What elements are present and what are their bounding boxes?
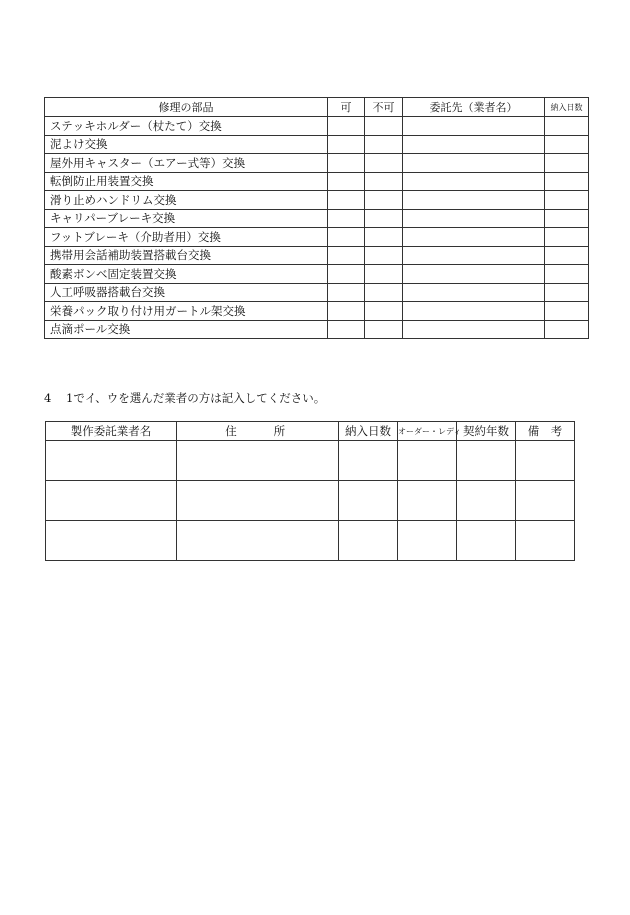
vendor-table-row bbox=[46, 481, 575, 521]
delivery-days-cell[interactable] bbox=[545, 154, 589, 173]
delivery-days-cell[interactable] bbox=[545, 117, 589, 136]
impossible-cell[interactable] bbox=[365, 265, 403, 284]
possible-cell[interactable] bbox=[328, 320, 365, 339]
possible-cell[interactable] bbox=[328, 209, 365, 228]
vendor-name-cell[interactable] bbox=[46, 521, 177, 561]
delivery-days-cell[interactable] bbox=[545, 172, 589, 191]
header-repair-part: 修理の部品 bbox=[45, 98, 328, 117]
repair-part-name: 屋外用キャスター（エアー式等）交換 bbox=[45, 154, 328, 173]
header-contract-years: 契約年数 bbox=[457, 422, 516, 441]
delivery-days-cell[interactable] bbox=[545, 265, 589, 284]
contractor-cell[interactable] bbox=[403, 246, 545, 265]
header-contractor: 委託先（業者名） bbox=[403, 98, 545, 117]
repair-table-header-row bbox=[45, 98, 589, 117]
repair-part-name: 転倒防止用装置交換 bbox=[45, 172, 328, 191]
delivery-days-cell[interactable] bbox=[545, 191, 589, 210]
possible-cell[interactable] bbox=[328, 135, 365, 154]
header-vendor-delivery-days: 納入日数 bbox=[339, 422, 398, 441]
possible-cell[interactable] bbox=[328, 154, 365, 173]
delivery-days-cell[interactable] bbox=[339, 481, 398, 521]
possible-cell[interactable] bbox=[328, 265, 365, 284]
delivery-days-cell[interactable] bbox=[545, 228, 589, 247]
contractor-cell[interactable] bbox=[403, 265, 545, 284]
delivery-days-cell[interactable] bbox=[545, 320, 589, 339]
repair-table-row bbox=[45, 320, 589, 339]
possible-cell[interactable] bbox=[328, 172, 365, 191]
possible-cell[interactable] bbox=[328, 117, 365, 136]
repair-table-row bbox=[45, 265, 589, 284]
repair-part-name: ステッキホルダー（杖たて）交換 bbox=[45, 117, 328, 136]
vendor-table-row bbox=[46, 441, 575, 481]
impossible-cell[interactable] bbox=[365, 228, 403, 247]
possible-cell[interactable] bbox=[328, 191, 365, 210]
contractor-cell[interactable] bbox=[403, 172, 545, 191]
repair-part-name: 滑り止めハンドリム交換 bbox=[45, 191, 328, 210]
vendor-table-row bbox=[46, 521, 575, 561]
impossible-cell[interactable] bbox=[365, 172, 403, 191]
header-possible: 可 bbox=[328, 98, 365, 117]
impossible-cell[interactable] bbox=[365, 246, 403, 265]
delivery-days-cell[interactable] bbox=[545, 135, 589, 154]
header-remarks: 備 考 bbox=[516, 422, 575, 441]
contractor-cell[interactable] bbox=[403, 320, 545, 339]
repair-part-name: 点滴ポール交換 bbox=[45, 320, 328, 339]
impossible-cell[interactable] bbox=[365, 135, 403, 154]
address-cell[interactable] bbox=[177, 521, 339, 561]
possible-cell[interactable] bbox=[328, 283, 365, 302]
order-ready-cell[interactable] bbox=[398, 521, 457, 561]
repair-part-name: フットブレーキ（介助者用）交換 bbox=[45, 228, 328, 247]
repair-part-name: 酸素ボンベ固定装置交換 bbox=[45, 265, 328, 284]
vendor-table-header-row bbox=[46, 422, 575, 441]
address-cell[interactable] bbox=[177, 481, 339, 521]
order-ready-cell[interactable] bbox=[398, 481, 457, 521]
contractor-cell[interactable] bbox=[403, 117, 545, 136]
repair-table-row bbox=[45, 135, 589, 154]
impossible-cell[interactable] bbox=[365, 117, 403, 136]
repair-part-name: 携帯用会話補助装置搭載台交換 bbox=[45, 246, 328, 265]
contract-years-cell[interactable] bbox=[457, 521, 516, 561]
contractor-cell[interactable] bbox=[403, 283, 545, 302]
repair-table-row bbox=[45, 283, 589, 302]
header-address: 住 所 bbox=[177, 422, 339, 441]
repair-part-name: キャリパーブレーキ交換 bbox=[45, 209, 328, 228]
repair-table-row bbox=[45, 117, 589, 136]
delivery-days-cell[interactable] bbox=[339, 521, 398, 561]
contractor-cell[interactable] bbox=[403, 228, 545, 247]
delivery-days-cell[interactable] bbox=[339, 441, 398, 481]
vendor-table bbox=[45, 421, 575, 561]
impossible-cell[interactable] bbox=[365, 154, 403, 173]
instruction-note bbox=[44, 390, 325, 406]
repair-table-row bbox=[45, 209, 589, 228]
note-number: 4 bbox=[44, 391, 52, 405]
address-cell[interactable] bbox=[177, 441, 339, 481]
contract-years-cell[interactable] bbox=[457, 441, 516, 481]
impossible-cell[interactable] bbox=[365, 191, 403, 210]
possible-cell[interactable] bbox=[328, 228, 365, 247]
delivery-days-cell[interactable] bbox=[545, 283, 589, 302]
remarks-cell[interactable] bbox=[516, 441, 575, 481]
contractor-cell[interactable] bbox=[403, 135, 545, 154]
header-delivery-days: 納入日数 bbox=[545, 98, 589, 117]
repair-table-row bbox=[45, 302, 589, 321]
contractor-cell[interactable] bbox=[403, 209, 545, 228]
repair-table-row bbox=[45, 246, 589, 265]
note-text: 1でイ、ウを選んだ業者の方は記入してください。 bbox=[66, 391, 326, 405]
header-vendor-name: 製作委託業者名 bbox=[46, 422, 177, 441]
delivery-days-cell[interactable] bbox=[545, 209, 589, 228]
repair-table-row bbox=[45, 191, 589, 210]
impossible-cell[interactable] bbox=[365, 209, 403, 228]
contractor-cell[interactable] bbox=[403, 191, 545, 210]
header-impossible: 不可 bbox=[365, 98, 403, 117]
impossible-cell[interactable] bbox=[365, 320, 403, 339]
repair-part-name: 泥よけ交換 bbox=[45, 135, 328, 154]
repair-table-row bbox=[45, 154, 589, 173]
possible-cell[interactable] bbox=[328, 246, 365, 265]
possible-cell[interactable] bbox=[328, 302, 365, 321]
contract-years-cell[interactable] bbox=[457, 481, 516, 521]
delivery-days-cell[interactable] bbox=[545, 302, 589, 321]
remarks-cell[interactable] bbox=[516, 481, 575, 521]
impossible-cell[interactable] bbox=[365, 302, 403, 321]
impossible-cell[interactable] bbox=[365, 283, 403, 302]
vendor-name-cell[interactable] bbox=[46, 481, 177, 521]
repair-part-name: 栄養パック取り付け用ガートル架交換 bbox=[45, 302, 328, 321]
order-ready-cell[interactable] bbox=[398, 441, 457, 481]
repair-part-name: 人工呼吸器搭載台交換 bbox=[45, 283, 328, 302]
repair-table-row bbox=[45, 172, 589, 191]
repair-table-row bbox=[45, 228, 589, 247]
header-order-ready: オーダー・レディ bbox=[398, 422, 457, 441]
delivery-days-cell[interactable] bbox=[545, 246, 589, 265]
contractor-cell[interactable] bbox=[403, 302, 545, 321]
vendor-name-cell[interactable] bbox=[46, 441, 177, 481]
repair-parts-table bbox=[44, 97, 589, 339]
remarks-cell[interactable] bbox=[516, 521, 575, 561]
contractor-cell[interactable] bbox=[403, 154, 545, 173]
